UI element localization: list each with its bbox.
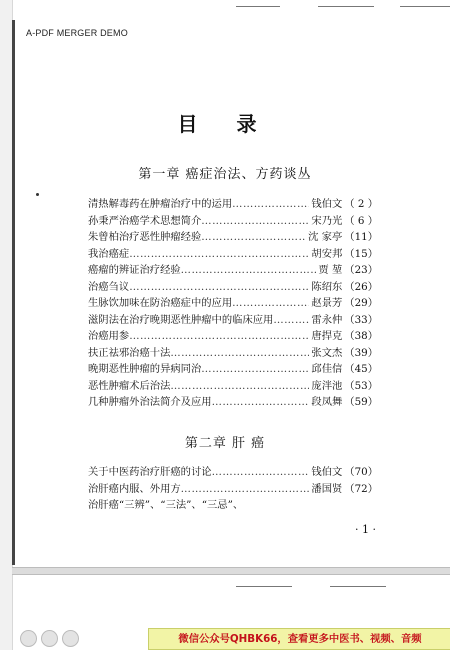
toc-entry[interactable]: 治肝癌内服、外用方 ………………………………………………………………………………………………………… 潘国贤 （72）	[88, 481, 378, 498]
previous-page-edge-line	[400, 6, 450, 7]
next-page-icon[interactable]	[41, 630, 58, 647]
page-binding-edge	[12, 20, 15, 565]
toc-entry[interactable]: 恶性肿瘤术后治法 ………………………………………………………………………………………………………… 庞泮池 （53）	[88, 378, 378, 395]
toc-entry[interactable]: 滋阴法在治疗晚期恶性肿瘤中的临床应用 ………………………………………………………………………………………………………… 雷永仲 （33）	[88, 312, 378, 329]
toc-entry[interactable]: 晚期恶性肿瘤的异病同治 ………………………………………………………………………………………………………… 邱佳信 （45）	[88, 361, 378, 378]
toc-chapter-2-list	[88, 464, 378, 514]
next-page-edge-line	[330, 586, 386, 587]
toc-entry[interactable]: 朱曾柏治疗恶性肿瘤经验 ………………………………………………………………………………………………………… 沈 家亭 （11）	[88, 229, 378, 246]
zoom-icon[interactable]	[62, 630, 79, 647]
toc-entry[interactable]: 几种肿瘤外治法简介及应用 ………………………………………………………………………………………………………… 段凤舞 （59）	[88, 394, 378, 411]
previous-page-edge-line	[236, 6, 280, 7]
toc-entry[interactable]: 癌瘤的辨证治疗经验 ………………………………………………………………………………………………………… 贾 堃 （23）	[88, 262, 378, 279]
toc-chapter-1-list	[88, 196, 378, 411]
prev-page-icon[interactable]	[20, 630, 37, 647]
toc-entry[interactable]: 我治癌症 ………………………………………………………………………………………………………… 胡安邦 （15）	[88, 246, 378, 263]
page-number: · 1 ·	[355, 523, 376, 536]
wechat-promo-banner: 微信公众号QHBK66，查看更多中医书、视频、音频	[148, 628, 450, 650]
toc-entry[interactable]: 清热解毒药在肿瘤治疗中的运用 ………………………………………………………………………………………………………… 钱伯文 （ 2 ）	[88, 196, 378, 213]
scan-speck	[36, 193, 39, 196]
toc-entry[interactable]: 治癌用参 ………………………………………………………………………………………………………… 唐捍克 （38）	[88, 328, 378, 345]
toc-entry[interactable]: 扶正祛邪治癌十法 ………………………………………………………………………………………………………… 张文杰 （39）	[88, 345, 378, 362]
chapter-heading-2: 第二章 肝 癌	[184, 436, 266, 451]
toc-entry[interactable]: 治癌刍议 ………………………………………………………………………………………………………… 陈绍东 （26）	[88, 279, 378, 296]
next-page-edge-line	[236, 586, 292, 587]
viewer-nav-controls	[20, 630, 80, 648]
page-separator	[12, 567, 450, 575]
chapter-heading-1: 第一章 癌症治法、方药谈丛	[138, 167, 312, 182]
toc-entry[interactable]: 关于中医药治疗肝癌的讨论 ………………………………………………………………………………………………………… 钱伯文 （70）	[88, 464, 378, 481]
demo-watermark-label: A-PDF MERGER DEMO	[26, 28, 128, 38]
toc-entry[interactable]: 治肝癌“三辨”、“三法”、“三忌”、	[88, 499, 244, 511]
toc-title: 目 录	[177, 112, 273, 136]
toc-entry[interactable]: 生脉饮加味在防治癌症中的应用 ………………………………………………………………………………………………………… 赵景芳 （29）	[88, 295, 378, 312]
previous-page-edge-line	[318, 6, 374, 7]
toc-entry[interactable]: 孙秉严治癌学术思想简介 ………………………………………………………………………………………………………… 宋乃光 （ 6 ）	[88, 213, 378, 230]
